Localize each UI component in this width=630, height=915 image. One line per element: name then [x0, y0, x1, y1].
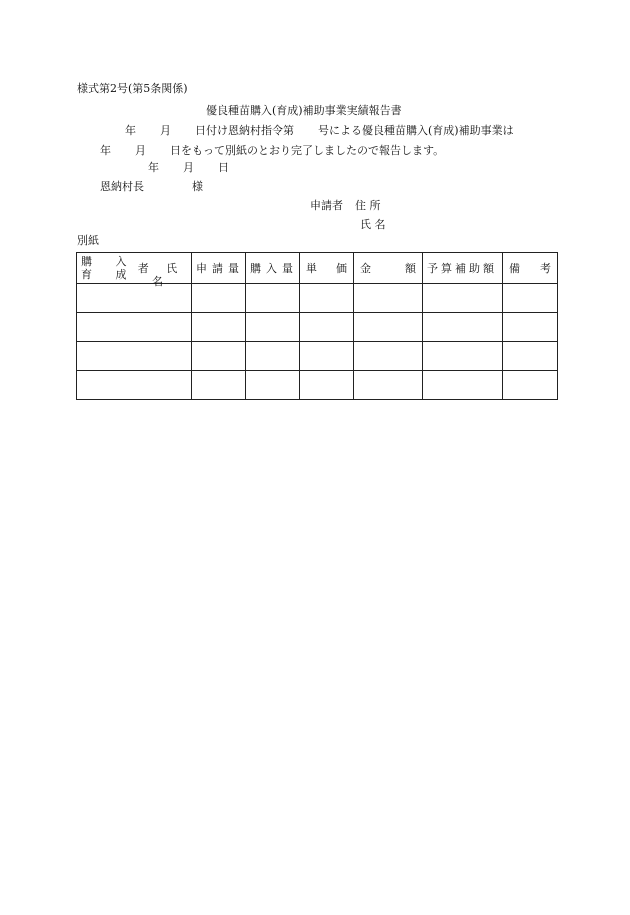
- table-cell: [423, 284, 503, 313]
- header-amount: [354, 253, 423, 284]
- header-purchase-bottom: 育 成: [81, 268, 137, 281]
- table-cell: [300, 313, 354, 342]
- table-cell: [192, 342, 246, 371]
- applicant-address: 住 所: [355, 199, 381, 212]
- table-cell: [246, 313, 300, 342]
- table-cell: [300, 342, 354, 371]
- header-application-qty: 申請量: [192, 253, 246, 284]
- attachment-label: 別紙: [77, 234, 99, 247]
- table-cell: [354, 313, 423, 342]
- table-cell: [246, 371, 300, 400]
- table-cell: [246, 342, 300, 371]
- line2-month: 月: [135, 144, 146, 157]
- table-cell: [300, 284, 354, 313]
- table-cell: [503, 284, 558, 313]
- addressee-honorific: 様: [192, 180, 203, 193]
- table-header-row: [77, 253, 558, 284]
- line1-month: 月: [160, 124, 171, 137]
- applicant-block: [310, 199, 381, 213]
- header-person-name: 者 氏 名: [137, 262, 185, 288]
- report-date: [148, 161, 229, 175]
- table-cell: [503, 342, 558, 371]
- applicant-label: 申請者: [310, 199, 343, 212]
- table-cell: [503, 313, 558, 342]
- table-cell: [246, 284, 300, 313]
- table-cell: [77, 371, 192, 400]
- table-cell: [503, 371, 558, 400]
- date-day: 日: [218, 161, 229, 174]
- header-unit-price-b: 価: [336, 261, 347, 275]
- header-remarks-b: 考: [540, 261, 551, 275]
- header-amount-b: 額: [405, 261, 416, 275]
- header-amount-a: 金: [360, 261, 371, 275]
- header-budget-subsidy: 予算補助額: [423, 253, 503, 284]
- table-cell: [192, 313, 246, 342]
- line1-year: 年: [125, 124, 136, 137]
- table-cell: [423, 371, 503, 400]
- header-remarks-a: 備: [509, 261, 520, 275]
- addressee: [100, 180, 203, 194]
- addressee-title: 恩納村長: [100, 180, 144, 193]
- line2-rest: 日をもって別紙のとおり完了しましたので報告します。: [170, 144, 445, 157]
- table-cell: [354, 371, 423, 400]
- report-table: [76, 252, 558, 400]
- body-line-2: [100, 144, 444, 158]
- header-purchase-top: 購 入: [81, 255, 137, 268]
- date-year: 年: [148, 161, 159, 174]
- header-unit-price: [300, 253, 354, 284]
- date-month: 月: [183, 161, 194, 174]
- header-unit-price-a: 単: [306, 261, 317, 275]
- header-remarks: [503, 253, 558, 284]
- line1-date-ref: 日付け恩納村指令第: [195, 124, 294, 137]
- table-row: [77, 313, 558, 342]
- table-row: [77, 342, 558, 371]
- body-line-1: [125, 124, 514, 138]
- table-cell: [423, 342, 503, 371]
- table-cell: [300, 371, 354, 400]
- line2-year: 年: [100, 144, 111, 157]
- document-title: 優良種苗購入(育成)補助事業実績報告書: [206, 104, 402, 117]
- header-person: [77, 253, 192, 288]
- table-cell: [192, 371, 246, 400]
- table-row: [77, 371, 558, 400]
- form-label: 様式第2号(第5条関係): [77, 82, 188, 95]
- table-cell: [354, 284, 423, 313]
- table-cell: [423, 313, 503, 342]
- table-cell: [77, 313, 192, 342]
- applicant-name-line: 氏 名: [360, 218, 386, 231]
- table-cell: [77, 342, 192, 371]
- header-purchase-qty: 購入量: [246, 253, 300, 284]
- table-cell: [192, 284, 246, 313]
- line1-rest: 号による優良種苗購入(育成)補助事業は: [318, 124, 514, 137]
- table-cell: [354, 342, 423, 371]
